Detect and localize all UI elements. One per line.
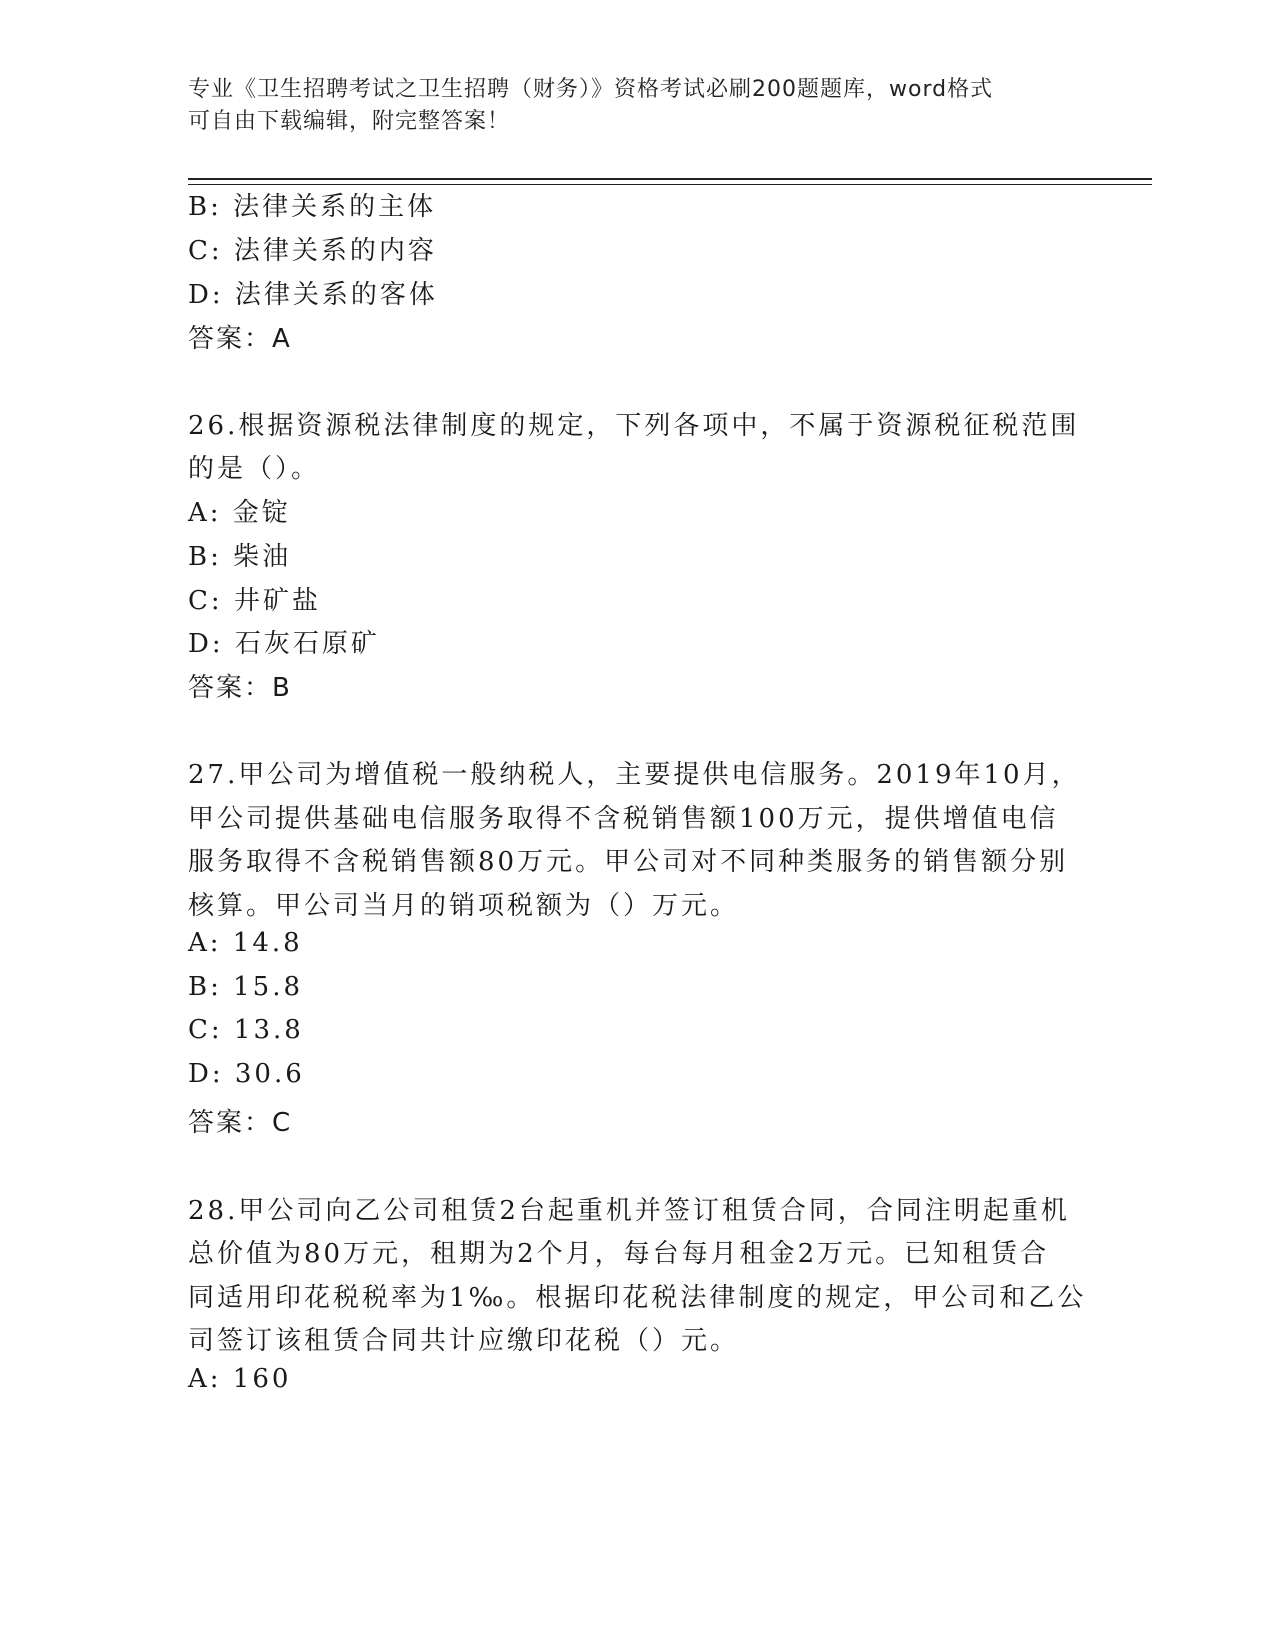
q25-option-b: B: 法律关系的主体 (188, 192, 437, 222)
q25-answer: 答案：A (188, 324, 292, 354)
q28-stem-line-1: 28.甲公司向乙公司租赁2台起重机并签订租赁合同，合同注明起重机 (188, 1196, 1070, 1226)
q27-stem-line-2: 甲公司提供基础电信服务取得不含税销售额100万元，提供增值电信 (188, 804, 1059, 834)
q28-stem-line-4: 司签订该租赁合同共计应缴印花税（）元。 (188, 1326, 740, 1356)
q26-option-d: D: 石灰石原矿 (188, 629, 380, 659)
header-rule-thick (188, 178, 1152, 180)
q27-option-d: D: 30.6 (188, 1059, 305, 1089)
q28-option-a: A: 160 (188, 1364, 292, 1394)
q26-option-b: B: 柴油 (188, 542, 292, 572)
header-title-line-2: 可自由下载编辑，附完整答案！ (188, 109, 511, 134)
header-rule-thin (188, 184, 1152, 185)
q26-stem-line-2: 的是（）。 (188, 454, 321, 484)
q27-stem-line-4: 核算。甲公司当月的销项税额为（）万元。 (188, 891, 740, 921)
q26-stem-line-1: 26.根据资源税法律制度的规定，下列各项中，不属于资源税征税范围 (188, 411, 1080, 441)
q27-option-a: A: 14.8 (188, 928, 303, 958)
q28-stem-line-3: 同适用印花税税率为1‰。根据印花税法律制度的规定，甲公司和乙公 (188, 1283, 1087, 1313)
q25-option-c: C: 法律关系的内容 (188, 236, 437, 266)
q27-option-c: C: 13.8 (188, 1015, 304, 1045)
header-title-line-1: 专业《卫生招聘考试之卫生招聘（财务）》资格考试必刷200题题库，word格式 (188, 77, 994, 102)
q26-option-a: A: 金锭 (188, 498, 291, 528)
q27-answer: 答案：C (188, 1108, 293, 1138)
q28-stem-line-2: 总价值为80万元，租期为2个月，每台每月租金2万元。已知租赁合 (188, 1239, 1050, 1269)
document-header (188, 74, 1088, 138)
q25-option-d: D: 法律关系的客体 (188, 280, 438, 310)
q26-answer: 答案：B (188, 673, 292, 703)
q27-stem-line-3: 服务取得不含税销售额80万元。甲公司对不同种类服务的销售额分别 (188, 847, 1069, 877)
q26-option-c: C: 井矿盐 (188, 586, 321, 616)
q27-stem-line-1: 27.甲公司为增值税一般纳税人，主要提供电信服务。2019年10月， (188, 760, 1081, 790)
q27-option-b: B: 15.8 (188, 972, 304, 1002)
